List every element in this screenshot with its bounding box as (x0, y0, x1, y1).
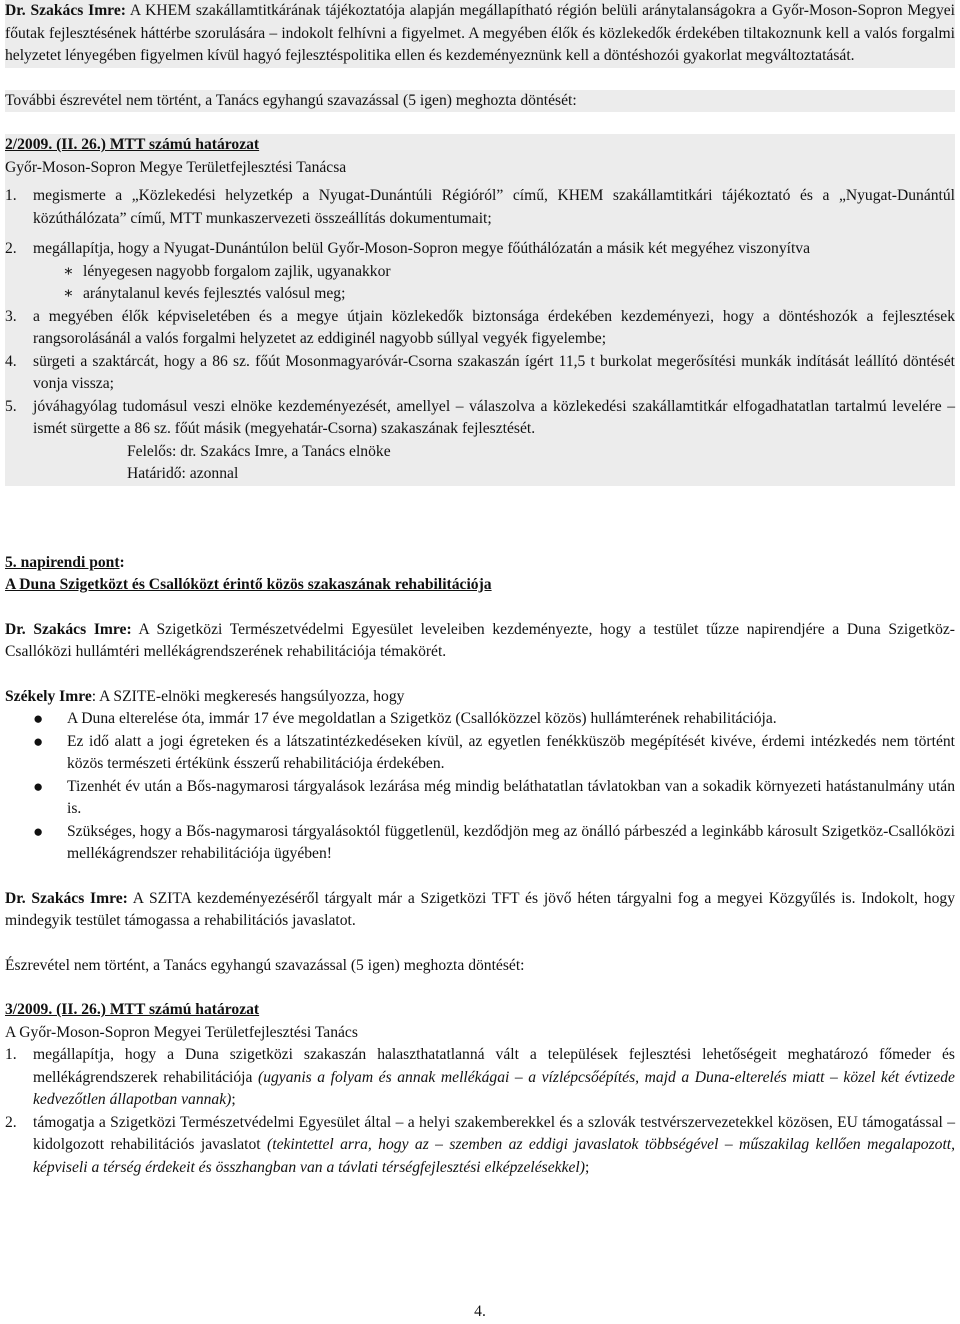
resolution-2-item-3: 3. a megyében élők képviseletében és a megye útjain közlekedők biztonsága érdekében kezdeményezi, hogy a döntéshozók a fejlesztések rangsorolásánál a valós forgalmi helyzetet az eddiginél nagyobb súllyal vegyék figyelembe; (5, 307, 955, 347)
resolution-2-item-4: 4. sürgeti a szaktárcát, hogy a 86 sz. főút Mosonmagyaróvár-Csorna szakaszán ígért 11,5 t burkolat megerősítési munkák indítását leállító döntését vonja vissza; (5, 352, 955, 392)
paragraph-szakacs-1: Dr. Szakács Imre: A Szigetközi Természetvédelmi Egyesület leveleiben kezdeményezte, hogy a testület tűzze napirendjére a Duna Szigetköz-Csallóközi hullámtéri mellékágrendszerének rehabilitációja témakörét. (5, 620, 955, 660)
resolution-2-item-2: 2. megállapítja, hogy a Nyugat-Dunántúlon belül Győr-Moson-Sopron megye főúthálózatán a másik két megyéhez viszonyítva (5, 240, 811, 257)
paragraph-szakacs-2: Dr. Szakács Imre: A SZITA kezdeményezéséről tárgyalt már a Szigetközi TFT és jövő héten tárgyalni fog a megyei Közgyűlés is. Indokolt, hogy mindegyik testület támogassa a rehabilitációs javaslatot. (5, 889, 955, 929)
intro-paragraph (5, 0, 955, 68)
speaker-name: Dr. Szakács Imre: (5, 620, 132, 638)
document-page (5, 0, 955, 1179)
resolution-2-item-1: 1. megismerte a „Közlekedési helyzetkép a Nyugat-Dunántúli Régióról” című, KHEM szakállamtitkári tájékoztató és a „Nyugat-Dunántúl közúthálózata” című, MTT munkaszervezeti összeállítás dokumentumait; (5, 187, 955, 227)
bullet-icon: ● (33, 709, 44, 728)
deadline-line: Határidő: azonnal (127, 465, 239, 482)
bullet-item: ● Tizenhét év után a Bős-nagymarosi tárgyalások lezárása még mindig beláthatatlan távlatokban van a sokadik környezeti hatástanulmány után is. (5, 776, 955, 821)
resolution-3-item-2: 2. támogatja a Szigetközi Természetvédelmi Egyesület által – a helyi szakemberekkel és a szlovák testvérszervezetekkel közösen, EU támogatással – kidolgozott rehabilitációs javaslatot (tekintettel arra, hogy az – szemben az eddigi javaslatok többségével – műszakilag kellően megalapozott, képviseli a térség érdekeit és összhangban van a távlati térségfejlesztési elképzelésekkel); (5, 1113, 956, 1176)
resolution-2-body: Győr-Moson-Sopron Megye Területfejlesztési Tanácsa (5, 158, 347, 176)
asterisk-icon: ∗ (63, 285, 74, 302)
agenda-heading: 5. napirendi pont: (5, 553, 125, 571)
resolution-2-subitem-1: ∗ lényegesen nagyobb forgalom zajlik, ugyanakkor (5, 261, 955, 284)
resolution-3-title: 3/2009. (II. 26.) MTT számú határozat (5, 1001, 260, 1018)
speaker-name: Székely Imre (5, 687, 92, 705)
resolution-2-subitem-2: ∗ aránytalanul kevés fejlesztés valósul meg; (5, 283, 955, 306)
vote-statement-2: Észrevétel nem történt, a Tanács egyhangú szavazással (5 igen) meghozta döntését: (5, 956, 525, 974)
bullet-icon: ● (33, 731, 44, 751)
bullet-icon: ● (33, 821, 44, 841)
bullet-icon: ● (33, 776, 44, 796)
bullet-item: ● Szükséges, hogy a Bős-nagymarosi tárgyalásoktól függetlenül, kezdődjön meg az önálló párbeszéd a leginkább károsult Szigetköz-Csallóközi mellékágrendszer rehabilitációja ügyében! (5, 821, 955, 866)
resolution-2-title: 2/2009. (II. 26.) MTT számú határozat (5, 136, 260, 153)
page-number: 4. (474, 1303, 486, 1320)
speaker-name: Dr. Szakács Imre: (5, 2, 126, 19)
paragraph-szekely: Székely Imre: A SZITE-elnöki megkeresés hangsúlyozza, hogy (5, 687, 405, 705)
bullet-item: ● Ez idő alatt a jogi égreteken és a látszatintézkedéseken kívül, az egyetlen fenékküszöb megépítését kivéve, érdemi intézkedés nem történt közös természeti értékünk ésszerű rehabilitációja érdekében. (5, 731, 955, 776)
intro-text: A KHEM szakállamtitkárának tájékoztatója alapján megállapítható régión belüli aránytalanságokra a Győr-Moson-Sopron Megyei főutak fejlesztésének háttérbe szorulására – indokolt felhívni a figyelmet. A megyében élők és közlekedők érdekében tiltakoznunk kell a valós forgalmi helyzetet lényegében figyelmen kívül hagyó fejlesztéspolitika ellen és kezdeményeznünk kell a döntéshozói gyakorlat megváltoztatását. (5, 2, 955, 64)
responsible-line: Felelős: dr. Szakács Imre, a Tanács elnöke (127, 442, 391, 460)
resolution-3-body: A Győr-Moson-Sopron Megyei Területfejlesztési Tanács (5, 1023, 358, 1041)
vote-statement-1: További észrevétel nem történt, a Tanács egyhangú szavazással (5 igen) meghozta döntését: (5, 90, 955, 113)
asterisk-icon: ∗ (63, 262, 74, 280)
resolution-3-item-1: 1. megállapítja, hogy a Duna szigetközi szakaszán halaszthatatlanná vált a települések fejlesztési lehetőségeit meghatározó főmeder és mellékágrendszerek rehabilitációja (ugyanis a folyam és annak mellékágai – a vízlépcsőépítés, majd a Duna-elterelés miatt – közel két évtizede kedvezőtlen állapotban vannak); (5, 1046, 955, 1108)
resolution-2 (5, 134, 955, 486)
agenda-title: A Duna Szigetközt és Csallóközt érintő közös szakaszának rehabilitációja (5, 576, 492, 593)
speaker-name: Dr. Szakács Imre: (5, 889, 128, 907)
bullet-item: ● A Duna elterelése óta, immár 17 éve megoldatlan a Szigetköz (Csallóközzel közös) hullámterének rehabilitációja. (5, 708, 955, 731)
resolution-2-item-5: 5. jóváhagyólag tudomásul veszi elnöke kezdeményezését, amellyel – válaszolva a közlekedési szakállamtitkár elfogadhatatlan tartalmú levelére – ismét sürgette a 86 sz. főút másik (megyehatár-Csorna) szakaszának fejlesztését. (5, 397, 955, 437)
